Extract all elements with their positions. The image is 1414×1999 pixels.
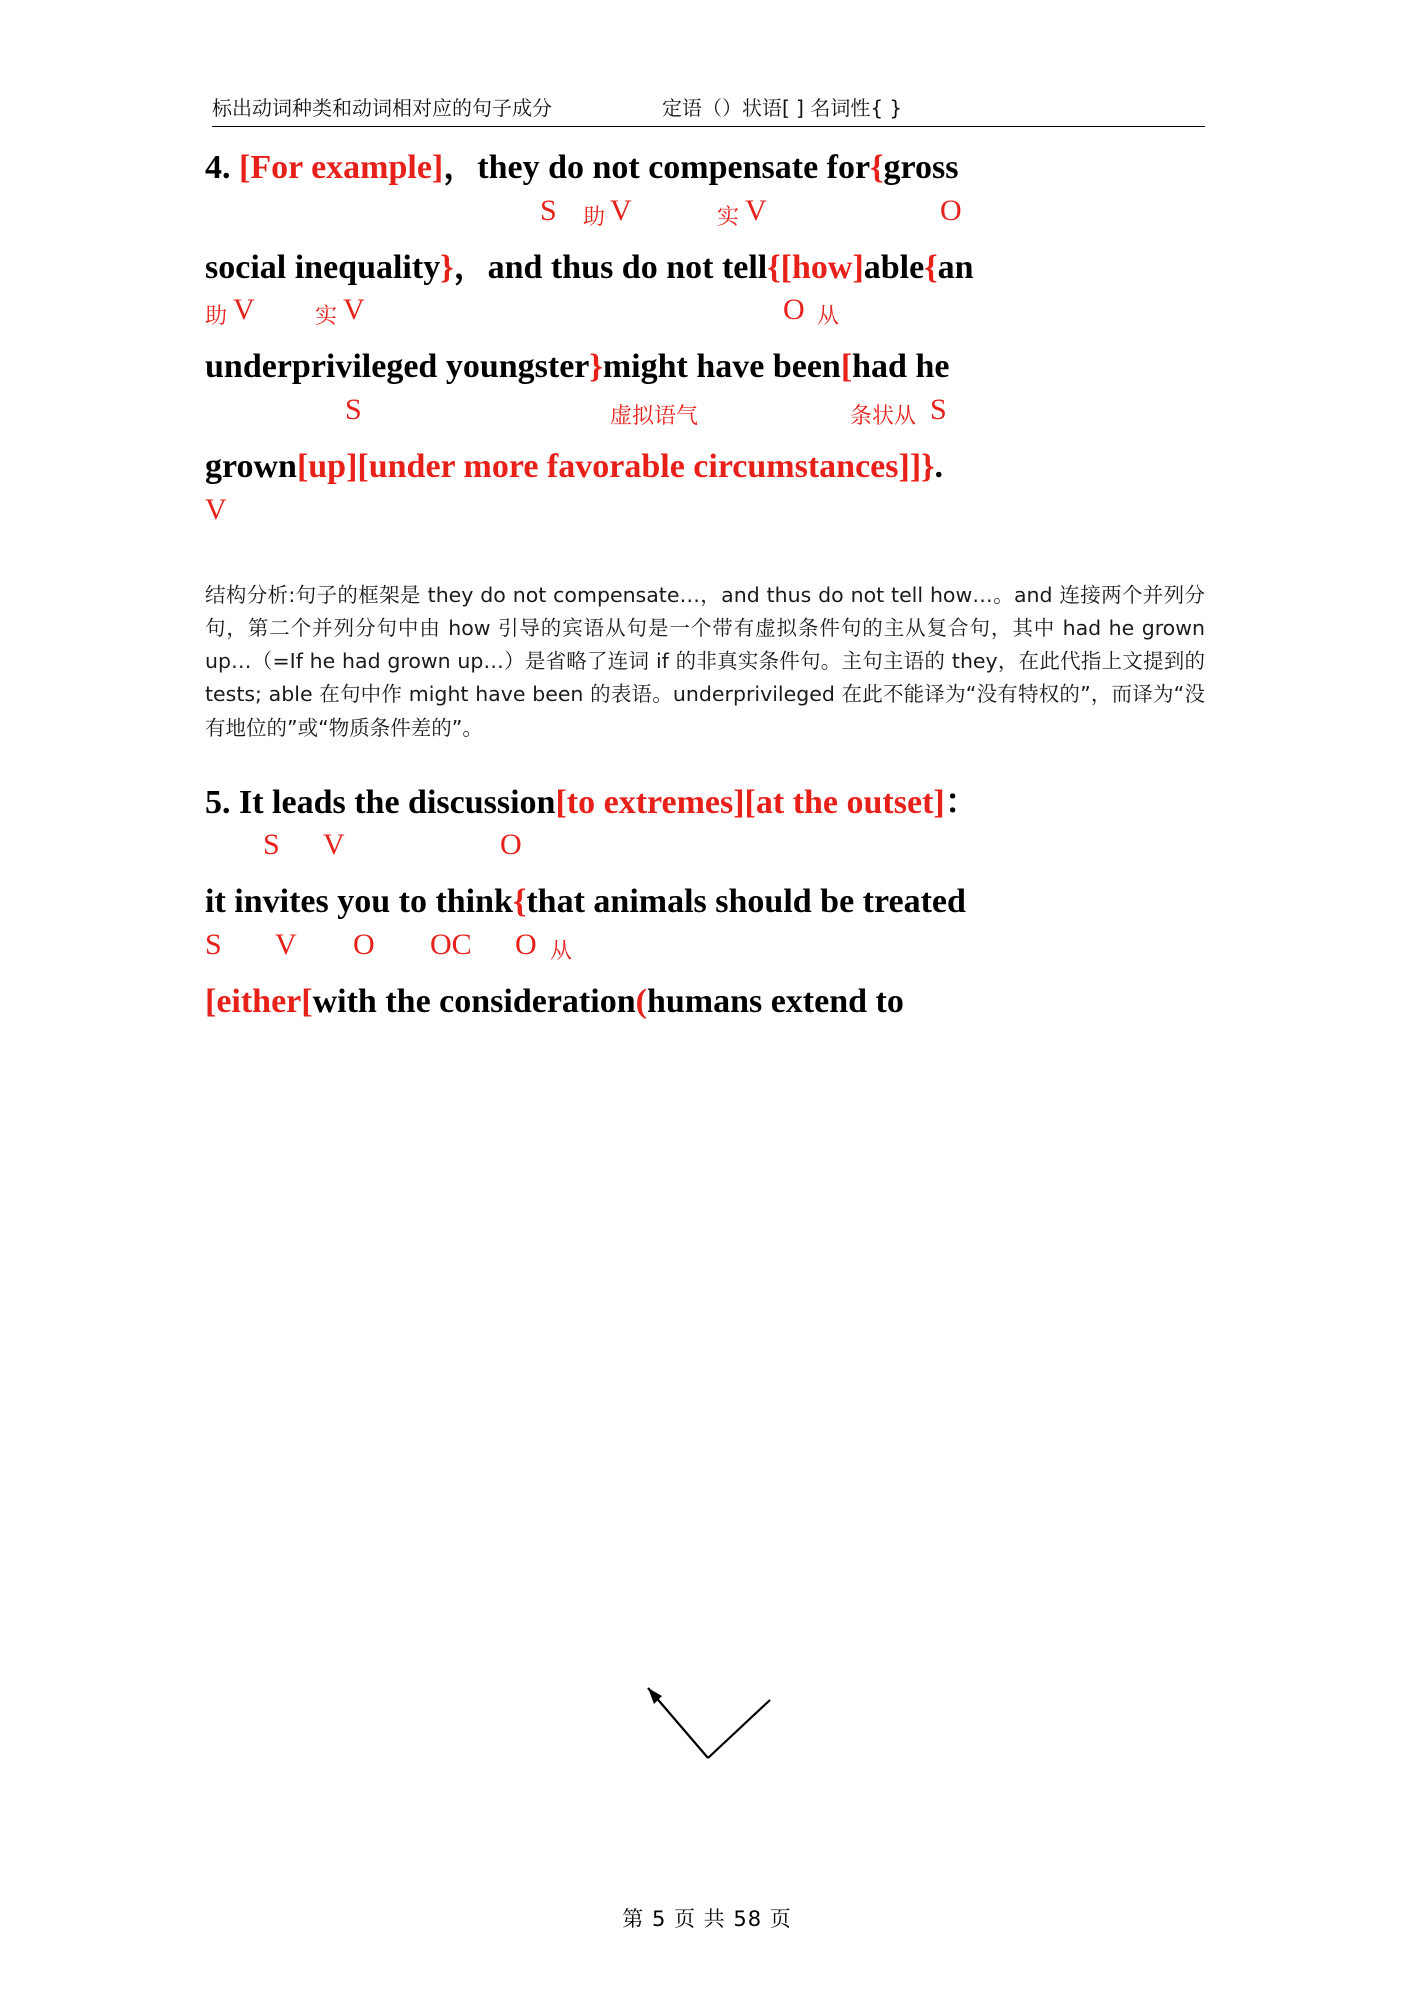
text-segment: . (934, 448, 944, 486)
header-right-text: 定语（）状语[ ] 名词性{ } (662, 96, 903, 120)
text-segment: grown (205, 448, 297, 486)
text-segment: might have been (602, 348, 841, 386)
text-segment: } (921, 448, 935, 486)
text-segment: that animals should be treated (526, 883, 966, 921)
text-segment: [For example] (239, 149, 444, 186)
grammar-mark: OC (430, 928, 472, 962)
grammar-mark: V (205, 492, 227, 526)
grammar-mark: 助 (583, 204, 606, 230)
text-segment: { (767, 248, 781, 286)
text-segment: } (440, 248, 454, 286)
page-footer: 第 5 页 共 58 页 (622, 1907, 792, 1931)
grammar-mark: V (343, 293, 365, 327)
text-segment: it invites you to think (205, 883, 513, 921)
annotation-row (205, 920, 1215, 984)
structure-analysis: 结构分析:句子的框架是 they do not compensate…，and thus do not tell how…。and 连接两个并列分句，第二个并列分句中由 how 引导的宾语从句是一个带有虚拟条件句的主从复合句，其中 had he grown up…（=If he had grown up…）是省略了连词 if 的非真实条件句。主句主语的 they，在此代指上文提到的 tests; able 在句中作 might have been 的表语。underprivileged 在此不能译为“没有特权的”，而译为“没有地位的”或“物质条件差的”。 (205, 582, 1205, 740)
text-segment: ： (944, 783, 979, 821)
annotation-arrow (640, 1680, 820, 1790)
text-segment: 5. It leads the discussion (205, 783, 556, 821)
grammar-mark: V (323, 828, 345, 862)
text-segment: ，they do not compensate for (443, 149, 871, 186)
text-segment: { (512, 883, 527, 921)
grammar-mark: O (515, 928, 537, 962)
sentence-line (205, 449, 1215, 485)
sentence-line (205, 785, 1215, 821)
page-header (212, 92, 1212, 121)
text-segment: [ (840, 348, 853, 386)
sentence-line (205, 349, 1215, 385)
text-segment: had he (852, 348, 950, 386)
grammar-mark: S (345, 393, 362, 427)
text-segment: [up][under more favorable circumstances]] (296, 448, 922, 486)
text-segment: [how] (780, 248, 864, 286)
grammar-mark: V (233, 293, 255, 327)
text-segment: social inequality (205, 248, 441, 286)
grammar-mark: O (783, 293, 805, 327)
grammar-mark: 实 (315, 304, 338, 330)
grammar-mark: 从 (550, 939, 573, 965)
text-segment: 4. (205, 149, 239, 186)
annotation-row (205, 186, 1215, 250)
sentence-line (205, 884, 1215, 920)
grammar-mark: S (263, 828, 280, 862)
text-segment: { (870, 149, 884, 186)
grammar-mark: S (205, 928, 222, 962)
grammar-mark: 实 (717, 204, 740, 230)
sentence-line (205, 984, 1215, 1020)
text-segment: with the consideration (312, 983, 636, 1021)
grammar-mark: O (353, 928, 375, 962)
annotation-row (205, 385, 1215, 449)
text-segment: an (937, 248, 974, 286)
grammar-mark: O (940, 193, 962, 227)
text-segment: { (924, 248, 938, 286)
text-segment: humans extend to (646, 983, 904, 1021)
header-divider (212, 126, 1205, 127)
grammar-mark: V (745, 193, 767, 227)
sentence-block-5 (205, 785, 1215, 1020)
text-segment: [either[ (205, 983, 313, 1021)
text-segment: able (863, 248, 925, 286)
grammar-mark: V (275, 928, 297, 962)
text-segment: ( (635, 983, 647, 1021)
grammar-mark: S (540, 193, 557, 227)
text-segment: underprivileged youngster (205, 348, 590, 386)
annotation-row (205, 485, 1215, 549)
text-segment: } (589, 348, 603, 386)
grammar-mark: 助 (205, 304, 228, 330)
grammar-mark: 条状从 (850, 404, 917, 430)
grammar-mark: V (610, 193, 632, 227)
text-segment: gross (883, 149, 959, 186)
document-content (205, 150, 1215, 1020)
sentence-block-4 (205, 150, 1215, 745)
text-segment: ，and thus do not tell (453, 248, 768, 286)
grammar-mark: O (500, 828, 522, 862)
grammar-mark: 从 (817, 304, 840, 330)
sentence-line (205, 150, 1215, 186)
annotation-row (205, 820, 1215, 884)
sentence-line (205, 250, 1215, 286)
text-segment: [to extremes][at the outset] (555, 783, 945, 821)
grammar-mark: S (930, 393, 947, 427)
header-left-text: 标出动词种类和动词相对应的句子成分 (212, 96, 552, 120)
grammar-mark: 虚拟语气 (610, 404, 699, 430)
annotation-row (205, 285, 1215, 349)
